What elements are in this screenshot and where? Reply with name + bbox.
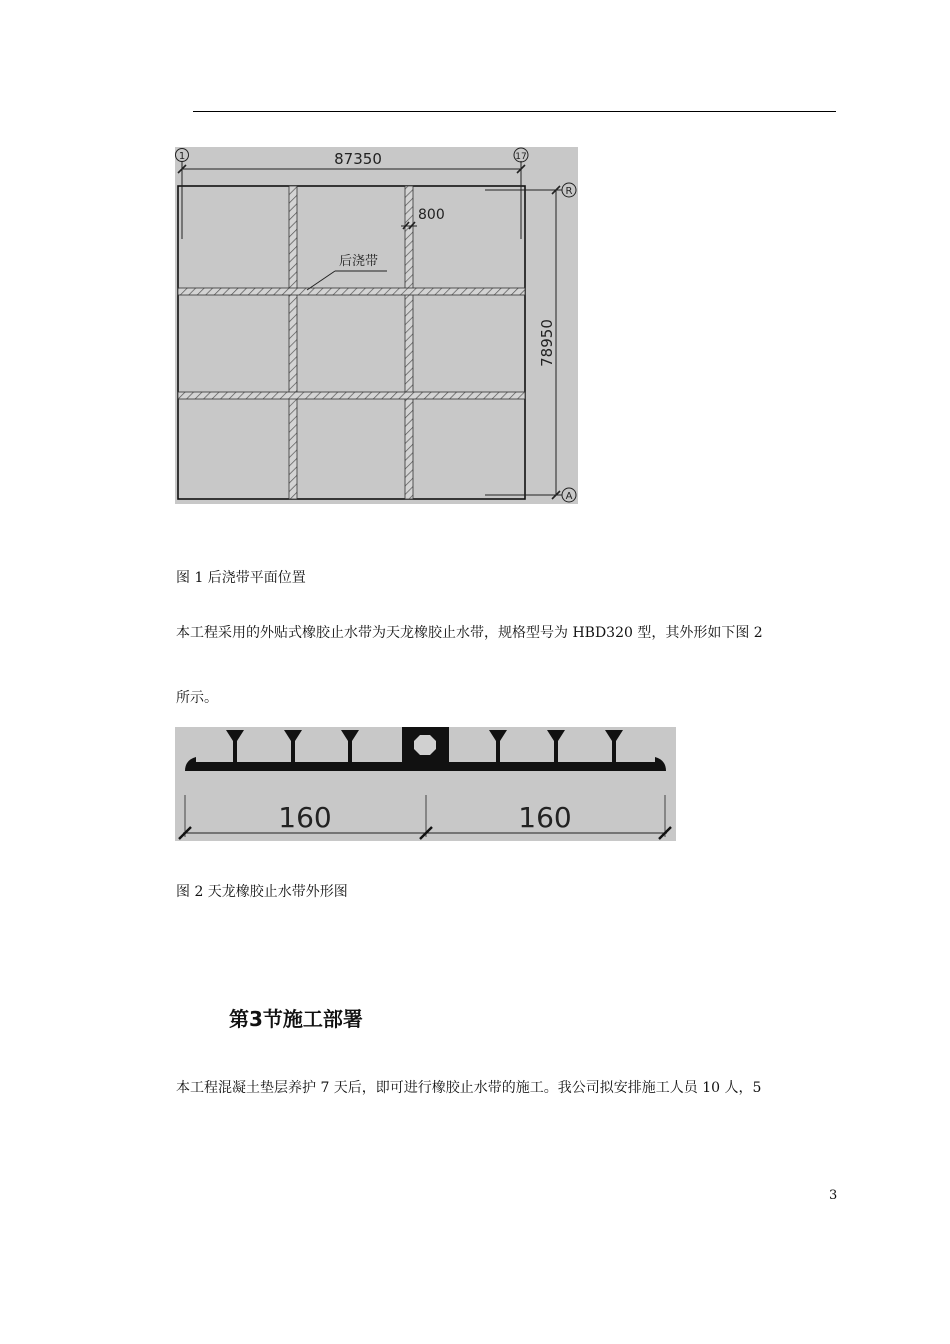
paragraph-line: 本工程采用的外贴式橡胶止水带为天龙橡胶止水带，规格型号为 HBD320 型，其外形如下图 2: [176, 625, 763, 641]
figure-waterstop-profile: [175, 727, 676, 841]
band-width-dimension: 800: [418, 207, 445, 223]
axis-label-bottom: A: [565, 491, 573, 502]
strip-vertical-2: [405, 186, 413, 499]
axis-label-right: 17: [515, 152, 527, 162]
paragraph-line: 所示。: [176, 690, 218, 706]
axis-label-top: R: [565, 186, 573, 197]
header-rule: [193, 111, 836, 112]
figure1-caption: 图 1 后浇带平面位置: [176, 570, 306, 586]
dimension-right: 160: [518, 801, 572, 834]
paragraph-line: 本工程混凝土垫层养护 7 天后，即可进行橡胶止水带的施工。我公司拟安排施工人员 10 人，5: [176, 1080, 762, 1096]
figure-post-pour-strip-plan: [175, 147, 578, 504]
strip-horizontal-2: [178, 392, 525, 399]
height-dimension: 78950: [538, 319, 556, 367]
dimension-left: 160: [278, 801, 332, 834]
width-dimension: 87350: [334, 150, 382, 168]
page-number: 3: [829, 1188, 838, 1203]
section-heading: 第3节施工部署: [229, 1007, 363, 1031]
axis-label-left: 1: [178, 151, 186, 162]
slab-outline: [178, 186, 525, 499]
band-label: 后浇带: [339, 254, 379, 269]
figure2-caption: 图 2 天龙橡胶止水带外形图: [176, 884, 348, 900]
strip-horizontal-1: [178, 288, 525, 295]
strip-vertical-1: [289, 186, 297, 499]
